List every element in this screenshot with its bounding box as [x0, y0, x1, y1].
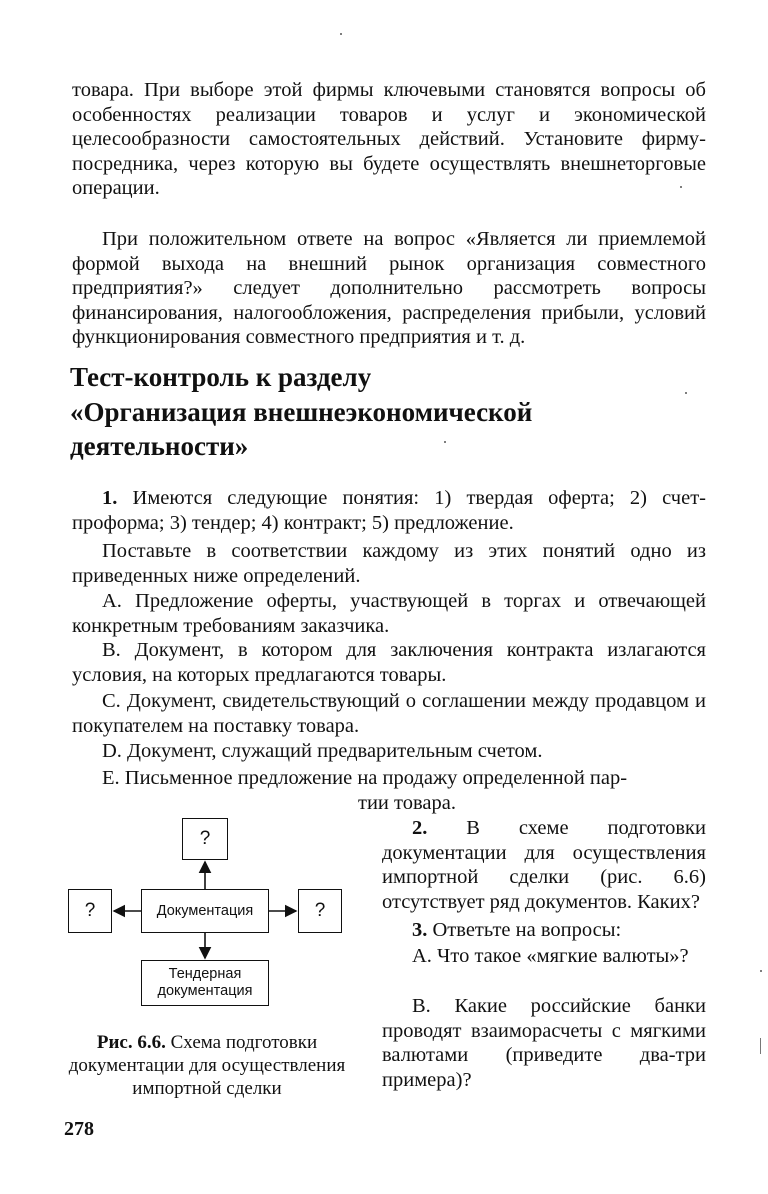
definition-d: D. Документ, служащий предварительным счетом.	[102, 740, 543, 762]
question-2	[382, 816, 706, 914]
scan-edge-mark	[760, 1038, 761, 1054]
page-number: 278	[64, 1118, 94, 1140]
diagram-box-bottom-line-1: Тендерная	[168, 966, 242, 982]
scan-speck	[340, 33, 342, 35]
definition-a: А. Предложение оферты, участвующей в торгах и отвечающей конкретным требованиям заказчика.	[72, 590, 706, 637]
heading-line-2: «Организация внешнеэкономической	[70, 396, 533, 427]
diagram-box-right: ?	[298, 889, 342, 933]
diagram-box-center: Документация	[141, 889, 269, 933]
diagram-box-left: ?	[68, 889, 112, 933]
question-1-number: 1.	[102, 487, 118, 509]
scan-speck	[760, 970, 762, 972]
heading-line-1: Тест-контроль к разделу	[70, 362, 372, 392]
paragraph-joint-venture: При положительном ответе на вопрос «Является ли приемлемой формой выхода на внешний рынок организация совместного предприятия?» следует дополнительно рассмотреть вопросы финансирования, налогообложения, распределения прибыли, условий функционирования совместного предприятия и т. д.	[72, 228, 706, 349]
question-3-text: Ответьте на вопросы:	[432, 919, 622, 941]
definition-e-line-1: Е. Письменное предложение на продажу определенной пар-	[102, 767, 628, 789]
question-3-a: А. Что такое «мягкие валюты»?	[412, 945, 689, 967]
question-3-number: 3.	[412, 919, 428, 941]
figure-caption-label: Рис. 6.6.	[96, 1032, 166, 1053]
diagram-box-top: ?	[182, 818, 228, 860]
diagram-box-bottom	[141, 960, 269, 1006]
definition-b: В. Документ, в котором для заключения контракта излагаются условия, на которых предлагаются товары.	[72, 639, 706, 686]
paragraph-continuation: товара. При выборе этой фирмы ключевыми становятся вопросы об особенностях реализации товаров и услуг и экономической целесообразности самостоятельных действий. Установите фирму-посредника, через которую вы будете осуществлять внешнеторговые операции.	[72, 79, 706, 200]
figure-caption	[62, 1031, 352, 1100]
figure-caption-text: Схема подготовки документации для осуществления импортной сделки	[68, 1032, 346, 1099]
question-2-text: В схеме подготовки документации для осуществления импортной сделки (рис. 6.6) отсутствует ряд документов. Каких?	[382, 817, 706, 913]
question-1	[72, 486, 706, 535]
question-3	[382, 918, 706, 943]
definition-c: С. Документ, свидетельствующий о соглашении между продавцом и покупателем на поставку товара.	[72, 690, 706, 737]
question-1-instruction: Поставьте в соответствии каждому из этих понятий одно из приведенных ниже определений.	[72, 540, 706, 587]
question-2-number: 2.	[412, 817, 428, 839]
question-1-text: Имеются следующие понятия: 1) твердая оферта; 2) счет-проформа; 3) тендер; 4) контракт; 5) предложение.	[72, 487, 707, 534]
section-heading	[70, 360, 710, 464]
diagram-box-bottom-line-2: документация	[157, 983, 253, 999]
question-3-b: В. Какие российские банки проводят взаиморасчеты с мягкими валютами (приведите два-три примера)?	[382, 995, 706, 1091]
definition-e-line-2: тии товара.	[358, 792, 456, 814]
heading-line-3: деятельности»	[70, 431, 249, 461]
